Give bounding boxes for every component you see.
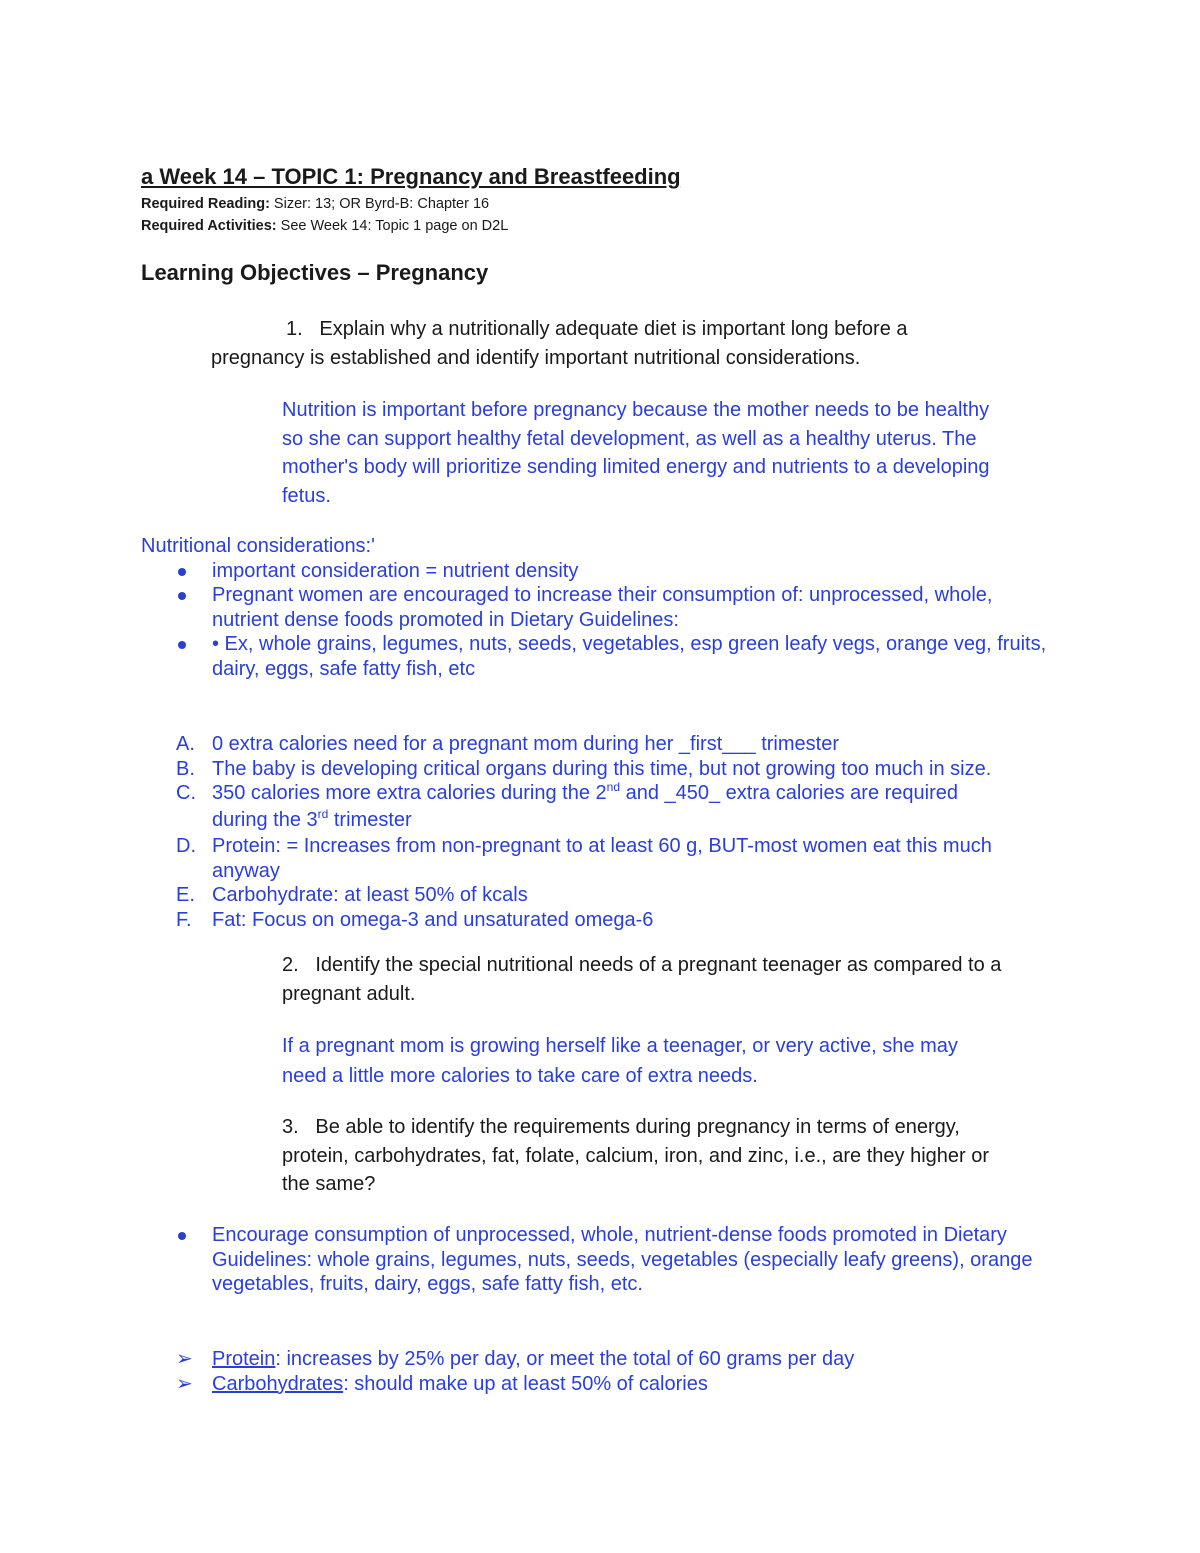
objective-2-line2: pregnant adult. (282, 982, 416, 1005)
list-item-text: • Ex, whole grains, legumes, nuts, seeds, vegetables, esp green leafy vegs, orange veg, fruits, (212, 633, 1047, 655)
list-item-text: Fat: Focus on omega-3 and unsaturated omega-6 (212, 908, 654, 931)
arrow-item-carbohydrates (141, 1372, 1141, 1397)
objective-3-number: 3. (282, 1116, 299, 1138)
required-activities (141, 218, 508, 234)
list-item-text: 350 calories more extra calories during the 2nd and _450_ extra calories are required (212, 780, 959, 804)
objective-2 (282, 951, 1102, 1008)
protein-term: Protein (212, 1348, 276, 1370)
list-item-text: Encourage consumption of unprocessed, whole, nutrient-dense foods promoted in Dietary (212, 1224, 1007, 1246)
arrow-item-protein (141, 1347, 1141, 1372)
required-reading (141, 196, 489, 212)
list-item-text: Guidelines: whole grains, legumes, nuts, seeds, vegetables (especially leafy greens), orange (212, 1248, 1033, 1271)
objective-2-number: 2. (282, 954, 299, 976)
list-item-c (141, 781, 1141, 834)
list-marker: F. (176, 908, 192, 931)
answer-1 (282, 396, 1102, 510)
arrow-bullet-icon: ➢ (176, 1372, 193, 1395)
list-item (141, 559, 1141, 584)
objective-3-line2: protein, carbohydrates, fat, folate, calcium, iron, and zinc, i.e., are they higher or (282, 1144, 990, 1167)
answer-2 (282, 1031, 1102, 1091)
list-item-a (141, 732, 1141, 757)
list-item-text: vegetables, fruits, dairy, eggs, safe fatty fish, etc. (212, 1273, 643, 1295)
bullet-icon (178, 641, 186, 649)
bullet-icon (178, 1232, 186, 1240)
answer-1-line4: fetus. (282, 484, 331, 507)
list-item-text: The baby is developing critical organs during this time, but not growing too much in size. (212, 757, 992, 780)
arrow-list (141, 1347, 1141, 1396)
list-item-f (141, 908, 1141, 933)
objective-2-line1: Identify the special nutritional needs of a pregnant teenager as compared to a (315, 954, 1002, 976)
list-item-d (141, 834, 1141, 883)
list-item-text: Protein: = Increases from non-pregnant to at least 60 g, BUT-most women eat this much (212, 835, 992, 857)
answer-1-line2: so she can support healthy fetal development, as well as a healthy uterus. The (282, 427, 977, 450)
arrow-bullet-icon: ➢ (176, 1348, 193, 1370)
list-item-text: dairy, eggs, safe fatty fish, etc (212, 657, 476, 680)
list-item (141, 1223, 1141, 1297)
lettered-list (141, 732, 1141, 932)
carbohydrates-term: Carbohydrates (212, 1372, 344, 1395)
required-reading-value: Sizer: 13; OR Byrd-B: Chapter 16 (269, 196, 490, 212)
carbohydrates-text: : should make up at least 50% of calories (343, 1372, 708, 1395)
answer-2-line1: If a pregnant mom is growing herself like a teenager, or very active, she may (282, 1035, 958, 1057)
list-item-e (141, 883, 1141, 908)
list-item-text: anyway (212, 859, 280, 882)
list-item-text: during the 3rd trimester (212, 806, 412, 831)
objective-3-line3: the same? (282, 1173, 376, 1195)
list-marker: B. (176, 757, 195, 780)
required-activities-value: See Week 14: Topic 1 page on D2L (276, 218, 509, 234)
objective-3-line1: Be able to identify the requirements during pregnancy in terms of energy, (315, 1116, 960, 1138)
answer-3 (141, 1223, 1141, 1297)
list-item-text: 0 extra calories need for a pregnant mom during her _first___ trimester (212, 733, 839, 755)
required-activities-label: Required Activities: (141, 218, 277, 234)
list-item-text: Pregnant women are encouraged to increase their consumption of: unprocessed, whole, (212, 584, 993, 606)
list-item-text: nutrient dense foods promoted in Dietary Guidelines: (212, 608, 679, 631)
answer-2-line2: need a little more calories to take care of extra needs. (282, 1065, 758, 1087)
list-item-b (141, 757, 1141, 782)
answer-1-line1: Nutrition is important before pregnancy because the mother needs to be healthy (282, 399, 990, 421)
answer-1-line3: mother's body will prioritize sending limited energy and nutrients to a developing (282, 456, 990, 478)
list-item (141, 583, 1141, 632)
protein-text: : increases by 25% per day, or meet the total of 60 grams per day (275, 1348, 855, 1370)
objective-1-line1: Explain why a nutritionally adequate diet is important long before a (319, 318, 908, 340)
objective-3 (282, 1113, 1102, 1199)
list-item-text: Carbohydrate: at least 50% of kcals (212, 884, 528, 906)
list-marker: E. (176, 884, 195, 906)
list-marker: A. (176, 733, 195, 755)
bullet-icon (178, 592, 186, 600)
required-reading-label: Required Reading: (141, 196, 270, 212)
list-marker: D. (176, 835, 196, 857)
objective-1-number: 1. (286, 318, 303, 340)
section-title: Learning Objectives – Pregnancy (141, 260, 489, 285)
list-item (141, 632, 1141, 681)
list-marker: C. (176, 782, 196, 804)
page-title: a Week 14 – TOPIC 1: Pregnancy and Breastfeeding (141, 164, 681, 189)
considerations-section (141, 534, 1141, 681)
list-item-text: important consideration = nutrient density (212, 559, 579, 582)
objective-1 (211, 315, 1111, 372)
bullet-icon (178, 568, 186, 576)
considerations-heading: Nutritional considerations:' (141, 535, 375, 557)
objective-1-line2: pregnancy is established and identify important nutritional considerations. (211, 346, 861, 369)
